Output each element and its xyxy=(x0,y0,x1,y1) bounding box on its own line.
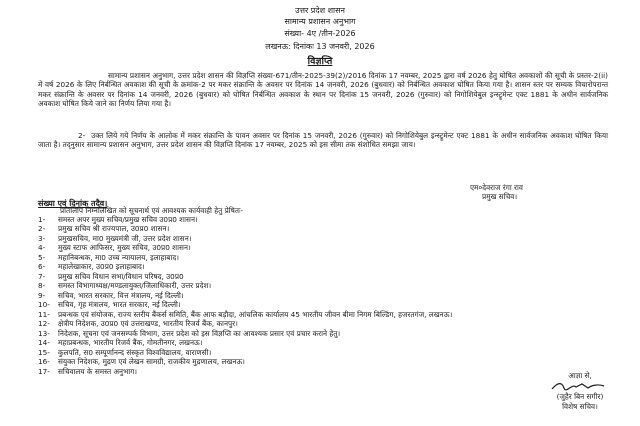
list-item-number: 17- xyxy=(38,366,50,376)
list-item xyxy=(38,291,618,300)
list-item-text: सचिव, भारत सरकार, वित्त मंत्रालय, नई दिल्ली। xyxy=(58,290,184,300)
distribution-title: संख्या एवं दिनांक तदैव। xyxy=(38,199,108,208)
list-item-text: समस्त अपर मुख्य सचिव/प्रमुख सचिव उ0प्र0 शासन। xyxy=(58,215,198,224)
list-item-number: 13- xyxy=(38,328,50,338)
list-item-text: प्रमुखसचिव, मा0 मुख्यमंत्री जी, उत्तर प्रदेश शासन। xyxy=(58,233,192,243)
signatory-2-name: (जुहैर बिन सगीर) xyxy=(556,392,604,402)
list-item-text: समस्त विभागाध्यक्ष/मण्डलायुक्त/जिलाधिकारी, उत्तर प्रदेश। xyxy=(58,281,212,291)
handwritten-signature-icon xyxy=(548,380,608,392)
paragraph-2-text: उक्त लिये गये निर्णय के आलोक में मकर संक्रान्ति के पावन अवसर पर दिनांक 15 जनवरी, 2026 (गुरुवार) को निगोशियेबुल इन्स्ट्रूमेन्ट एक्ट 1881 के अधीन सार्वजनिक अवकाश घोषित किया जाता है। तद्नुसार सामान्य प्रशासन अनुभाग, उत्तर प्रदेश शासन की विज्ञप्ति दिनांक 17 नवम्बर, 2025 को इस सीमा तक संशोधित समझा जाय। xyxy=(38,131,608,150)
list-item-text: सचिवालय के समस्त अनुभाग। xyxy=(58,366,137,376)
list-item xyxy=(38,281,618,290)
list-item-text: महालेखाकार, उ0प्र0 इलाहाबाद। xyxy=(58,262,145,272)
by-order-text: आज्ञा से, xyxy=(568,371,592,380)
list-item-number: 14- xyxy=(38,338,50,348)
list-item xyxy=(38,224,618,233)
list-item xyxy=(38,348,618,357)
list-item xyxy=(38,338,618,347)
list-item xyxy=(38,300,618,309)
list-item-number: 5- xyxy=(38,252,46,262)
list-item-text: प्रमुख सचिव श्री राज्यपाल, उ0प्र0 शासन। xyxy=(58,224,170,234)
distribution-intro: प्रतिलिपि निम्नलिखित को सूचनार्थ एवं आवश्यक कार्यवाही हेतु प्रेषितः- xyxy=(60,206,244,215)
header-date: लखनऊ: दिनांकः 13 जनवरी, 2026 xyxy=(265,42,375,51)
header-government: उत्तर प्रदेश शासन xyxy=(295,6,345,15)
signature-block-1 xyxy=(470,184,620,202)
list-item-text: क्षेत्रीय निदेशक, उ0प्र0 एवं उत्तराखण्ड, भारतीय रिजर्व बैंक, कानपुर। xyxy=(58,319,238,329)
list-item xyxy=(38,215,618,224)
list-item-number: 7- xyxy=(38,271,46,281)
list-item-text: सचिव, गृह मंत्रालय, भारत सरकार, नई दिल्ली। xyxy=(58,300,181,310)
list-item xyxy=(38,329,618,338)
list-item xyxy=(38,310,618,319)
signatory-2-designation: विशेष सचिव। xyxy=(562,402,598,412)
list-item-text: महाप्रबन्धक, भारतीय रिजर्व बैंक, गोमतीनगर, लखनऊ। xyxy=(58,338,203,348)
list-item-text: संयुक्त निदेशक, मुद्रण एवं लेखन सामग्री, राजकीय मुद्रणालय, लखनऊ। xyxy=(58,357,245,367)
list-item-number: 8- xyxy=(38,281,46,291)
list-item xyxy=(38,357,618,366)
list-item-number: 12- xyxy=(38,319,50,329)
list-item xyxy=(38,272,618,281)
paragraph-2 xyxy=(38,131,608,150)
paragraph-2-number: 2- xyxy=(78,131,86,140)
list-item-number: 15- xyxy=(38,347,50,357)
list-item-text: कुलपति, स0 सम्पूर्णानन्द संस्कृत विश्वविद्यालय, वाराणसी। xyxy=(58,347,212,357)
paragraph-1: सामान्य प्रशासन अनुभाग, उत्तर प्रदेश शासन की विज्ञप्ति संख्या-671/तीन-2025-39(2)/2016 दिनांक 17 नवम्बर, 2025 द्वारा वर्ष 2026 हेतु घोषित अवकाशों की सूची के प्रस्तर-2(ii) में वर्ष 2026 के लिए निर्बन्धित अवकाश की सूची के क्रमांक-2 पर मकर संक्रान्ति के अवसर पर दिनांक 14 जनवरी, 2026 (बुधवार) को निर्बन्धित अवकाश घोषित किया गया है। शासन स्तर पर सम्यक विचारोपरान्त मकर संक्रान्ति के अवसर पर दिनांक 14 जनवरी, 2026 (बुधवार) को घोषित निर्बन्धित अवकाश के स्थान पर दिनांक 15 जनवरी, 2026 (गुरुवार) को निगोशियेबुल इन्स्ट्रूमेन्ट एक्ट 1881 के अधीन सार्वजनिक अवकाश घोषित किये जाने का निर्णय लिया गया है। xyxy=(38,71,608,108)
list-item-number: 2- xyxy=(38,224,46,234)
notification-title: विज्ञप्ति xyxy=(307,56,333,67)
list-item xyxy=(38,253,618,262)
list-item-text: प्रमुख सचिव विधान सभा/विधान परिषद, उ0प्र0 xyxy=(58,271,184,281)
distribution-list xyxy=(38,215,618,376)
signatory-designation: प्रमुख सचिव। xyxy=(482,191,518,201)
list-item-number: 16- xyxy=(38,357,50,367)
list-item xyxy=(38,234,618,243)
list-item xyxy=(38,262,618,271)
list-item-text: निदेशक, सूचना एवं जनसम्पर्क विभाग, उत्तर प्रदेश को इस विज्ञप्ति का आवश्यक प्रसार एवं प्रचार कराने हेतु। xyxy=(58,328,341,338)
list-item-number: 3- xyxy=(38,233,46,243)
list-item-text: मुख्य स्टाफ आफिसर, मुख्य सचिव, उ0प्र0 शासन। xyxy=(58,243,191,253)
list-item xyxy=(38,319,618,328)
list-item-number: 6- xyxy=(38,262,46,272)
list-item-number: 11- xyxy=(38,309,50,319)
list-item-number: 9- xyxy=(38,290,46,300)
list-item-text: प्रबन्धक एवं संयोजक, राज्य स्तरीय बैंकर्स समिति, बैंक आफ बड़ौदा, आंचलिक कार्यालय 45 भारतीय जीवन बीमा निगम बिल्डिंग, हजरतगंज, लखनऊ। xyxy=(58,309,453,319)
list-item-number: 4- xyxy=(38,243,46,253)
header-reference-number: संख्या- 4ए /तीन-2026 xyxy=(284,29,356,38)
list-item xyxy=(38,243,618,252)
signatory-name: एम०देवराज रंगा राव xyxy=(470,183,523,192)
header-department: सामान्य प्रशासन अनुभाग xyxy=(284,17,356,26)
list-item-text: महानिबन्धक, मा0 उच्च न्यायालय, इलाहाबाद। xyxy=(58,252,179,262)
list-item-number: 10- xyxy=(38,300,50,310)
list-item-number: 1- xyxy=(38,215,46,224)
